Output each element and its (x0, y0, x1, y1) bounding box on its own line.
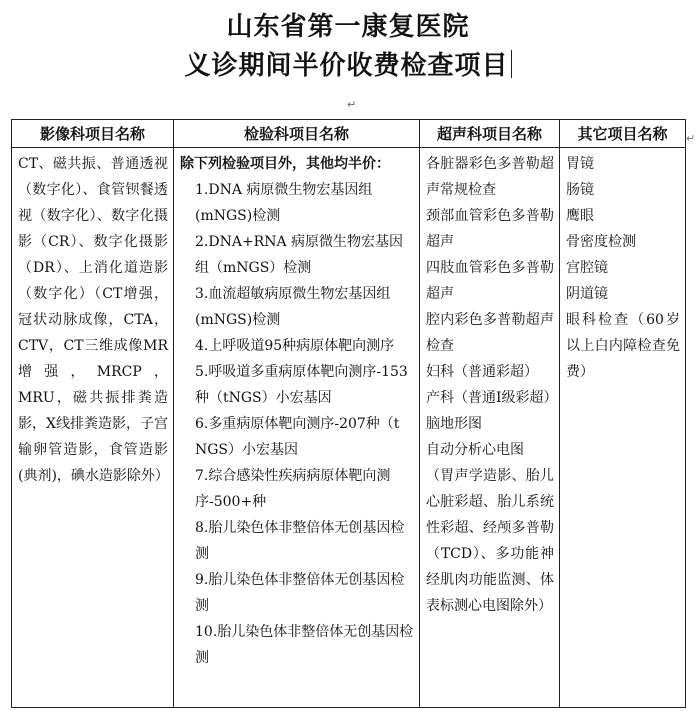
header-ultrasound: 超声科项目名称 (420, 120, 560, 148)
ultrasound-cell (420, 148, 560, 708)
list-item: （胃声学造影、胎儿心脏彩超、胎儿系统性彩超、经颅多普勒（TCD）、多功能神经肌肉功能监测、体表标测心电图除外） (426, 468, 554, 614)
list-item: 9.胎儿染色体非整倍体无创基因检测 (195, 572, 405, 614)
list-item: 骨密度检测 (566, 234, 636, 250)
list-item: 妇科（普通彩超） (426, 364, 538, 380)
header-other: 其它项目名称 (560, 120, 686, 148)
list-item: 产科（普通Ⅰ级彩超） (426, 390, 558, 406)
other-cell (560, 148, 686, 708)
list-item: 脑地形图 (426, 416, 482, 432)
list-item: 7.综合感染性疾病病原体靶向测序-500+种 (195, 468, 391, 510)
list-item: 5.呼吸道多重病原体靶向测序-153种（tNGS）小宏基因 (195, 364, 408, 406)
list-item: 胃镜 (566, 156, 594, 172)
title-line2-text: 义诊期间半价收费检查项目 (184, 51, 509, 81)
list-item: 阴道镜 (566, 286, 608, 302)
list-item: 肠镜 (566, 182, 594, 198)
header-lab: 检验科项目名称 (174, 120, 420, 148)
fee-items-table (11, 119, 686, 708)
header-imaging: 影像科项目名称 (12, 120, 174, 148)
document-title-line1: 山东省第一康复医院 (226, 12, 470, 42)
list-item: 2.DNA+RNA 病原微生物宏基因组（mNGS）检测 (195, 234, 404, 276)
list-item: 宫腔镜 (566, 260, 608, 276)
table-row (12, 148, 686, 708)
list-item: 四肢血管彩色多普勒超声 (426, 260, 554, 302)
list-item: 眼科检查（60岁以上白内障检查免费） (566, 312, 680, 380)
list-item: 6.多重病原体靶向测序-207种（t NGS）小宏基因 (195, 416, 400, 458)
list-item: 各脏器彩色多普勒超声常规检查 (426, 156, 554, 198)
row-end-mark-icon: ↵ (686, 132, 696, 145)
lab-cell (174, 148, 420, 708)
list-item: 4.上呼吸道95种病原体靶向测序 (195, 338, 395, 354)
list-item: 1.DNA 病原微生物宏基因组(mNGS)检测 (195, 182, 373, 224)
imaging-cell (12, 148, 174, 708)
ultrasound-items-list (420, 148, 559, 619)
text-cursor (511, 50, 512, 78)
list-item: 10.胎儿染色体非整倍体无创基因检测 (195, 624, 414, 666)
lab-items-list (174, 148, 419, 671)
document-title-line2 (0, 45, 696, 82)
lab-intro: 除下列检验项目外，其他均半价： (180, 156, 390, 172)
list-item: 颈部血管彩色多普勒超声 (426, 208, 554, 250)
imaging-items-text: CT、磁共振、普通透视（数字化）、食管钡餐透视（数字化）、数字化摄影（CR）、数字化摄影（DR）、上消化道造影（数字化）（CT增强，冠状动脉成像，CTA，CTV，CT三维成像MR增强，MRCP，MRU，磁共振排粪造影，X线排粪造影，子宫输卵管造影，食管造影(典剂)，碘水造影除外） (18, 156, 169, 484)
other-items-list (560, 148, 685, 385)
paragraph-mark-icon: ↵ (347, 98, 357, 111)
list-item: 鹰眼 (566, 208, 594, 224)
list-item: 腔内彩色多普勒超声检查 (426, 312, 554, 354)
list-item: 3.血流超敏病原微生物宏基因组(mNGS)检测 (195, 286, 391, 328)
list-item: 自动分析心电图 (426, 442, 524, 458)
list-item: 8.胎儿染色体非整倍体无创基因检测 (195, 520, 405, 562)
table-header-row (12, 120, 686, 148)
